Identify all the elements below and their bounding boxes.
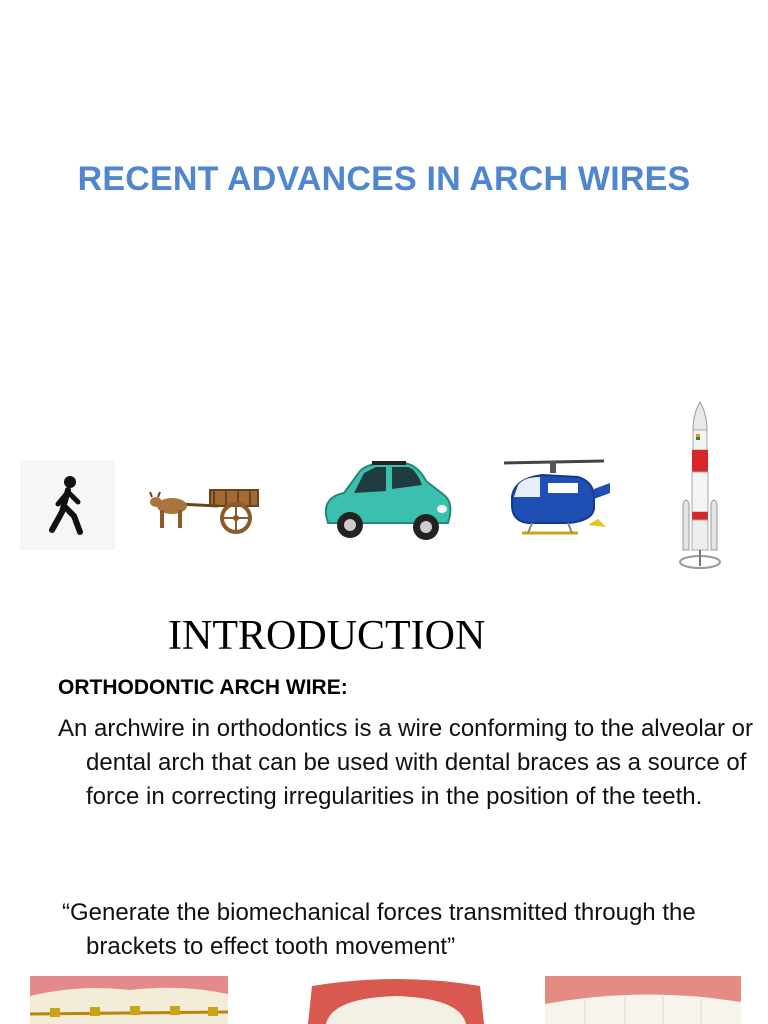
intro-heading: INTRODUCTION — [168, 613, 486, 659]
teeth-smile-photo — [545, 976, 741, 1024]
evolution-row — [0, 395, 768, 580]
car-icon — [316, 457, 456, 549]
walking-person-icon — [20, 460, 115, 550]
slide-title: RECENT ADVANCES IN ARCH WIRES — [77, 160, 691, 198]
definition-paragraph: An archwire in orthodontics is a wire conforming to the alveolar or dental arch that can be used with dental braces as a source of force in correcting irregularities in the position of the teeth. — [58, 715, 753, 810]
rocket-icon — [675, 400, 725, 572]
subheading: ORTHODONTIC ARCH WIRE: — [58, 676, 348, 699]
braces-photo — [30, 976, 228, 1024]
helicopter-icon — [498, 453, 613, 548]
quote-paragraph: “Generate the biomechanical forces transmitted through the brackets to effect tooth movement” — [62, 899, 696, 960]
bullock-cart-icon — [148, 480, 263, 545]
dental-model-photo — [302, 976, 490, 1024]
photos-row — [0, 976, 768, 1024]
